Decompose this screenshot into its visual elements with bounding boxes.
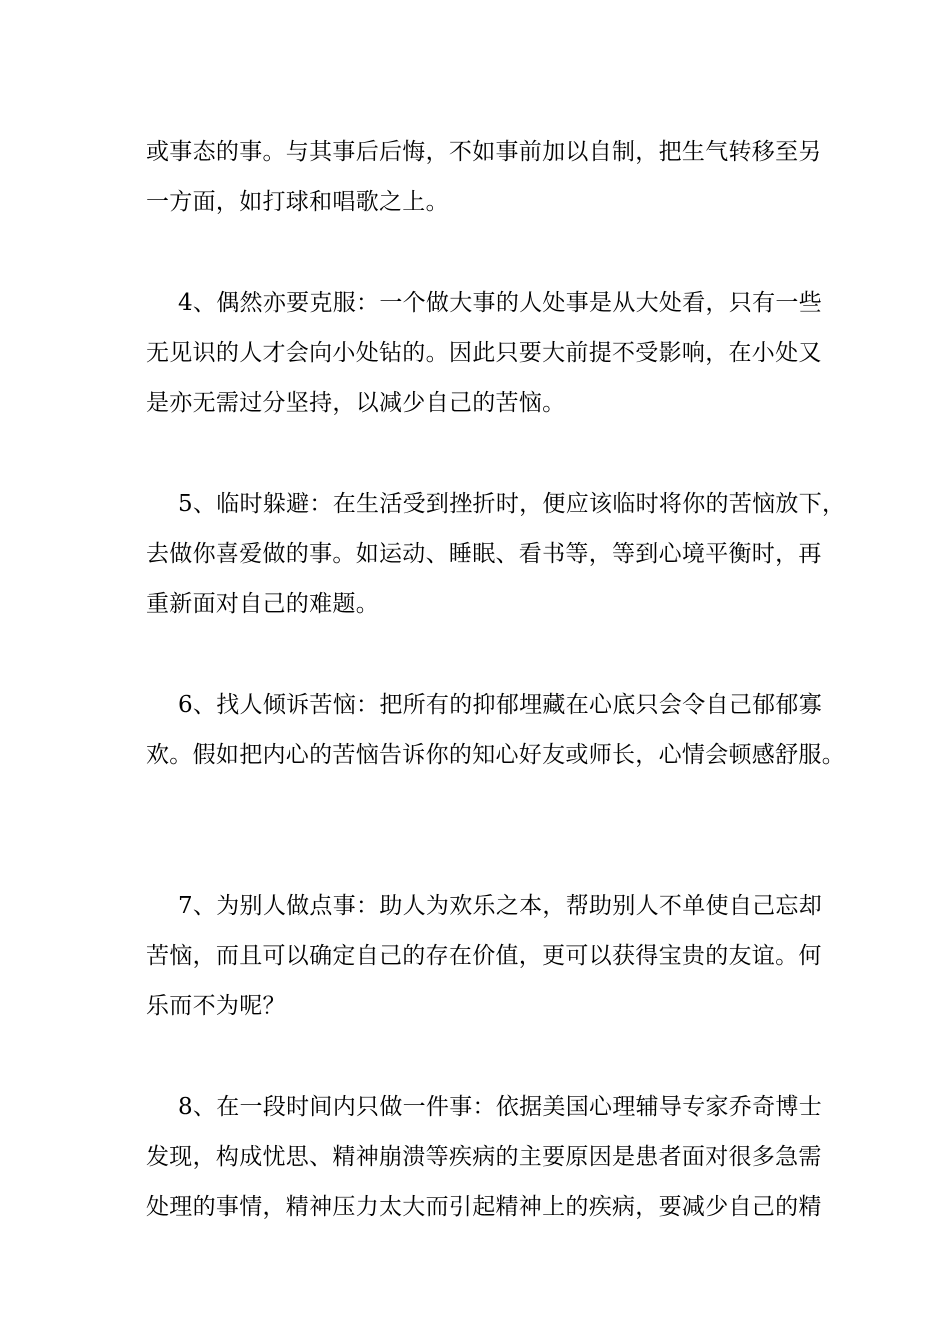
text-line: 或事态的事。与其事后后悔，不如事前加以自制，把生气转移至另	[146, 139, 822, 165]
text-line: 乐而不为呢？	[146, 993, 286, 1019]
text-line: 是亦无需过分坚持，以减少自己的苦恼。	[146, 390, 566, 416]
text-line: 处理的事情，精神压力太大而引起精神上的疾病，要减少自己的精	[146, 1194, 822, 1220]
text-line: 苦恼，而且可以确定自己的存在价值，更可以获得宝贵的友谊。何	[146, 943, 822, 969]
text-line: 发现，构成忧思、精神崩溃等疾病的主要原因是患者面对很多急需	[146, 1144, 822, 1170]
text-line: 4、偶然亦要克服：一个做大事的人处事是从大处看，只有一些	[178, 290, 823, 316]
text-line: 一方面，如打球和唱歌之上。	[146, 189, 449, 215]
text-line: 6、找人倾诉苦恼：把所有的抑郁埋藏在心底只会令自己郁郁寡	[178, 692, 823, 718]
text-line: 去做你喜爱做的事。如运动、睡眠、看书等，等到心境平衡时，再	[146, 541, 822, 567]
text-line: 5、临时躲避：在生活受到挫折时，便应该临时将你的苦恼放下，	[178, 491, 846, 517]
text-line: 无见识的人才会向小处钻的。因此只要大前提不受影响，在小处又	[146, 340, 822, 366]
text-line: 7、为别人做点事：助人为欢乐之本，帮助别人不单使自己忘却	[178, 893, 823, 919]
text-line: 8、在一段时间内只做一件事：依据美国心理辅导专家乔奇博士	[178, 1094, 823, 1120]
text-line: 重新面对自己的难题。	[146, 591, 379, 617]
text-line: 欢。假如把内心的苦恼告诉你的知心好友或师长，心情会顿感舒服。	[146, 742, 845, 768]
